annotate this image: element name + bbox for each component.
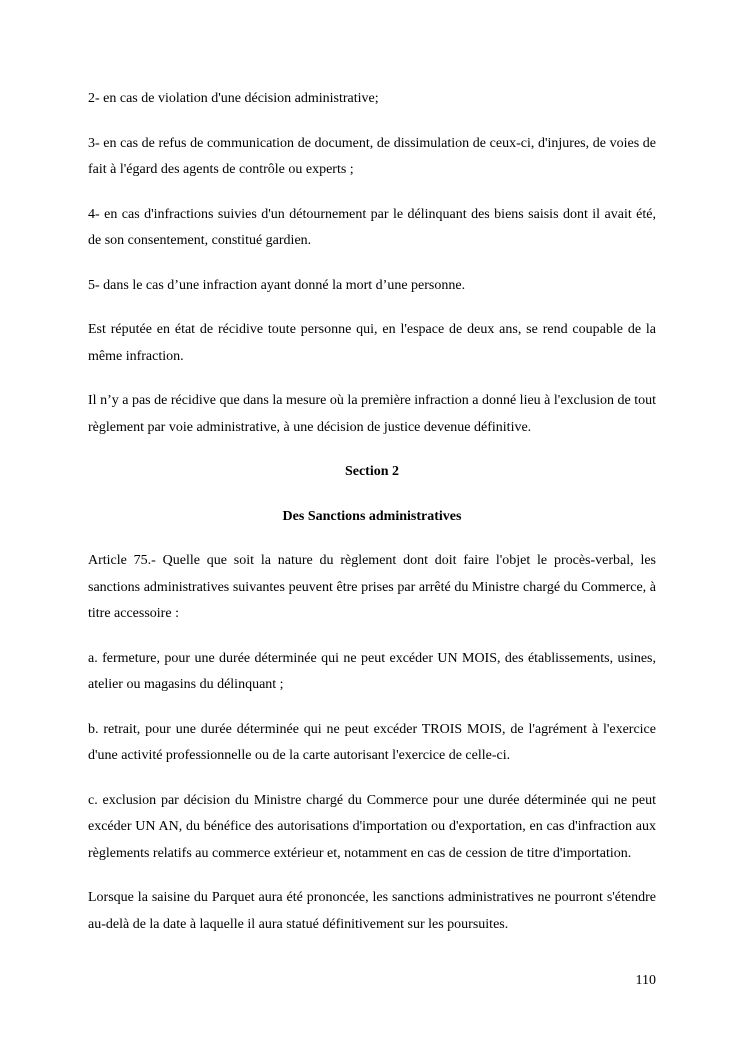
- paragraph-item-5: 5- dans le cas d’une infraction ayant donné la mort d’une personne.: [88, 277, 466, 293]
- paragraph-item-3: 3- en cas de refus de communication de document, de dissimulation de ceux-ci, d'injures, de voies de fait à l'égard des agents de contrôle ou experts ;: [88, 135, 656, 177]
- paragraph-article-75: Article 75.- Quelle que soit la nature du règlement dont doit faire l'objet le procès-verbal, les sanctions administratives suivantes peuvent être prises par arrêté du Ministre chargé du Commerce, à titre accessoire :: [88, 553, 656, 621]
- paragraph-sanction-c: c. exclusion par décision du Ministre chargé du Commerce pour une durée déterminée qui ne peut excéder UN AN, du bénéfice des autorisations d'importation ou d'exportation, en cas d'infraction aux règlements relatifs au commerce extérieur et, notamment en cas de cession de titre d'importation.: [88, 792, 656, 861]
- paragraph-sanction-a: a. fermeture, pour une durée déterminée qui ne peut excéder UN MOIS, des établissements, usines, atelier ou magasins du délinquant ;: [88, 650, 656, 692]
- page-number: 110: [635, 973, 656, 988]
- section-title: Des Sanctions administratives: [282, 508, 462, 524]
- document-page: [88, 86, 656, 956]
- paragraph-item-4: 4- en cas d'infractions suivies d'un détournement par le délinquant des biens saisis dont il avait été, de son consentement, constitué gardien.: [88, 206, 656, 248]
- paragraph-parquet-limit: Lorsque la saisine du Parquet aura été prononcée, les sanctions administratives ne pourront s'étendre au-delà de la date à laquelle il aura statué définitivement sur les poursuites.: [88, 890, 656, 932]
- paragraph-item-2: 2- en cas de violation d'une décision administrative;: [88, 91, 379, 106]
- paragraph-sanction-b: b. retrait, pour une durée déterminée qui ne peut excéder TROIS MOIS, de l'agrément à l'exercice d'une activité professionnelle ou de la carte autorisant l'exercice de celle-ci.: [88, 721, 656, 763]
- paragraph-recidive-condition: Il n’y a pas de récidive que dans la mesure où la première infraction a donné lieu à l'exclusion de tout règlement par voie administrative, à une décision de justice devenue définitive.: [88, 393, 656, 435]
- paragraph-recidive-definition: Est réputée en état de récidive toute personne qui, en l'espace de deux ans, se rend coupable de la même infraction.: [88, 322, 656, 364]
- section-number: Section 2: [344, 464, 400, 479]
